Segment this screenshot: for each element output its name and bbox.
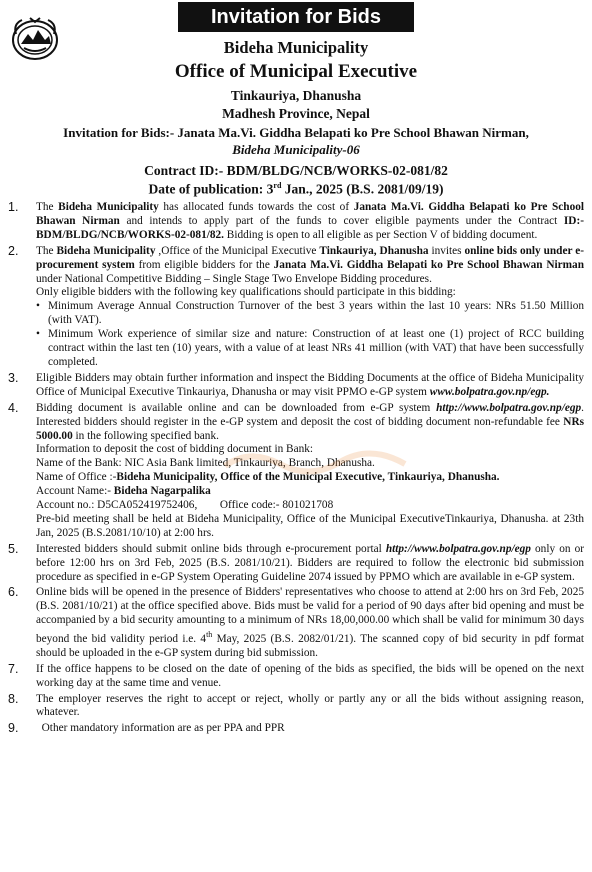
list-item: 6. Online bids will be opened in the presence of Bidders' representatives who choose to attend at 2:00 hrs on 3rd Feb, 2025 (B.S. 2081/10/21) at the office specified above. Bids must be valid for a period of 90 days after bid opening and must be accompanied by a bid security amounting to a minimum of NRs 18,00,000.00 which shall be valid for minimum 30 days beyond the bid validity period i.e. 4th May, 2025 (B.S. 2082/01/21). The scanned copy of bid security in pdf format should be uploaded in the e-GP system during bid submission.: [8, 585, 585, 659]
watermark-logo-icon: [220, 446, 410, 480]
bullet-icon: •: [36, 300, 40, 313]
list-item: 4. Bidding document is available online and can be downloaded from e-GP system http://www.bolpatra.gov.np/egp. Interested bidders should register in the e-GP system and deposit the cost of bidding document non-refundable fee NRs 5000.00 in the following specified bank. Information to deposit the cost of bidding document in Bank: Name of the Bank: NIC Asia Bank limited, Tinkauriya, Branch, Dhanusha. Name of Office :-Bideha Municipality, Office of the Municipal Executive, Tinkauriya, Dhanusha. Account Name:- Bideha Nagarpalika Account no.: D5CA052419752406, Office code:- 801021708 Pre-bid meeting shall be held at Bideha Municipality, Office of the Municipal ExecutiveTinkauriya, Dhanusha. at 23th Jan, 2025 (B.S.2081/10/10) at 2:00 hrs.: [8, 400, 584, 539]
invitation-title: [0, 124, 592, 158]
egp-link[interactable]: http://www.bolpatra.gov.np/egp: [385, 542, 531, 555]
list-item: 8. The employer reserves the right to accept or reject, wholly or partly any or all the bids without assigning reason, whatever.: [8, 691, 584, 719]
list-item: 2. The Bideha Municipality ,Office of the Municipal Executive Tinkauriya, Dhanusha invites online bids only under e-procurement system from eligible bidders for the Janata Ma.Vi. Giddha Belapati ko Pre School Bhawan Nirman under National Competitive Bidding – Single Stage Two Envelope Bidding procedures. Only eligible bidders with the following key qualifications should participate in this bidding: • Minimum Average Annual Construction Turnover of the best 3 years within the last 10 years: NRs 51.50 Million (with VAT). • Minimum Work experience of similar size and nature: Construction of at least one (1) project of RCC building contract within the last ten (10) years, with a value of at least NRs 41 million (with VAT) that have been successfully completed.: [8, 243, 584, 368]
invitation-line: Invitation for Bids:- Janata Ma.Vi. Giddha Belapati ko Pre School Bhawan Nirman,: [63, 125, 529, 140]
list-item: 3. Eligible Bidders may obtain further information and inspect the Bidding Documents at the office of Bideha Municipality Office of Municipal Executive Tinkauriya, Dhanusha or may visit PPMO e-GP system www.bolpatra.gov.np/egp.: [8, 370, 584, 398]
office-name: Office of Municipal Executive: [174, 61, 418, 82]
qualification-bullet: • Minimum Work experience of similar size and nature: Construction of at least one (1) project of RCC building contract within the last ten (10) years, with a value of at least NRs 41 million (with VAT) that have been successfully completed.: [36, 328, 584, 368]
contract-id: Contract ID:- BDM/BLDG/NCB/WORKS-02-081/82: [144, 163, 448, 178]
list-item: 9. Other mandatory information are as per PPA and PPR: [8, 721, 285, 736]
publication-date: Date of publication: 3rd Jan., 2025 (B.S. 2081/09/19): [148, 181, 444, 197]
list-item: 5. Interested bidders should submit online bids through e-procurement portal http://www.bolpatra.gov.np/egp only on or before 12:00 hrs on 3rd Feb, 2025 (B.S. 2081/10/21). Bidders are required to follow the electronic bid submission procedure as specified in e-GP System Operating Guideline 2074 issued by PPMO which are available in e-GP system.: [8, 541, 584, 583]
egp-link[interactable]: http://www.bolpatra.gov.np/egp: [436, 401, 582, 414]
address-line-1: Tinkauriya, Dhanusha: [230, 88, 362, 103]
list-item: 1. The Bideha Municipality has allocated funds towards the cost of Janata Ma.Vi. Giddha Belapati ko Pre School Bhawan Nirman and intends to apply part of the funds to cover eligible payments under the Contract ID:- BDM/BLDG/NCB/WORKS-02-081/82. Bidding is open to all eligible as per Section V of bidding document.: [8, 200, 584, 241]
notice-banner: Invitation for Bids: [178, 2, 414, 32]
egp-link[interactable]: www.bolpatra.gov.np/egp.: [429, 385, 550, 398]
address-line-2: Madhesh Province, Nepal: [222, 106, 370, 121]
municipality-name: Bideha Municipality: [223, 38, 369, 57]
invitation-sub: Bideha Municipality-06: [232, 142, 360, 157]
bullet-icon: •: [36, 328, 40, 341]
list-item: 7. If the office happens to be closed on the date of opening of the bids as specified, the bids will be opened on the next working day at the same time and venue.: [8, 661, 584, 689]
qualification-bullet: • Minimum Average Annual Construction Turnover of the best 3 years within the last 10 years: NRs 51.50 Million (with VAT).: [36, 300, 584, 327]
